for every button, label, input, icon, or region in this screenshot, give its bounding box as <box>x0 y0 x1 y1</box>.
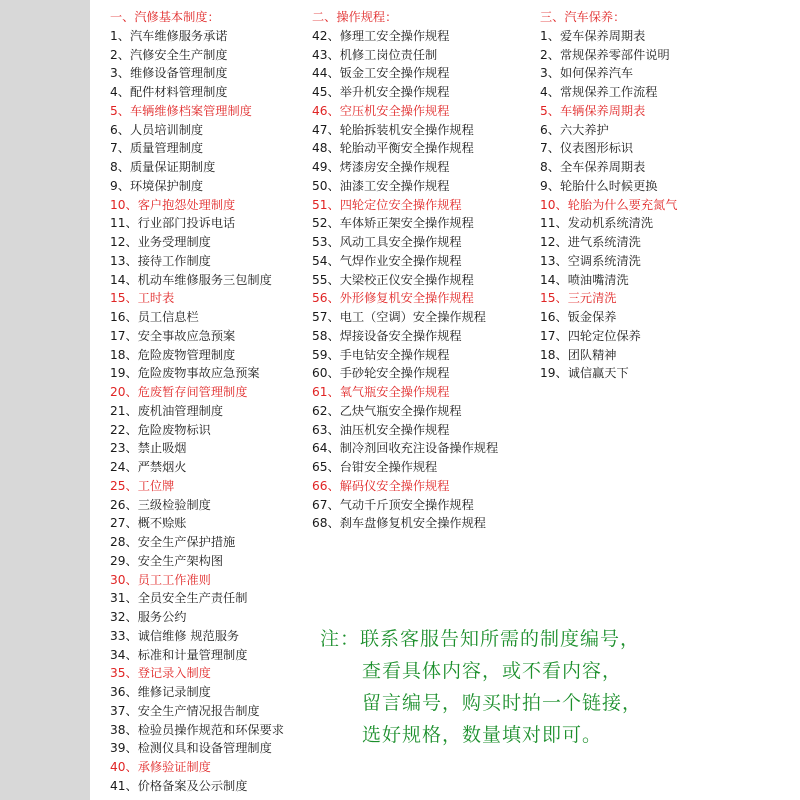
list-item: 64、制冷剂回收充注设备操作规程 <box>312 441 499 456</box>
highlighted-list-item: 10、轮胎为什么要充氮气 <box>540 197 678 212</box>
list-item: 8、质量保证期制度 <box>110 160 216 174</box>
highlighted-list-item: 51、四轮定位安全操作规程 <box>312 197 462 212</box>
section-heading: 一、汽修基本制度： <box>110 10 220 24</box>
list-item: 68、刹车盘修复机安全操作规程 <box>312 516 486 531</box>
list-item: 9、轮胎什么时候更换 <box>540 178 658 193</box>
list-item: 7、仪表图形标识 <box>540 141 634 156</box>
note-line-3: 留言编号，购买时拍一个链接， <box>362 692 643 714</box>
highlighted-list-item: 20、危废暂存间管理制度 <box>110 385 248 399</box>
list-item: 17、四轮定位保养 <box>540 328 641 343</box>
list-item: 23、禁止吸烟 <box>110 441 187 456</box>
list-item: 29、安全生产架构图 <box>110 553 224 568</box>
column-car-maintenance <box>540 8 677 383</box>
highlighted-list-item: 10、客户抱怨处理制度 <box>110 197 236 212</box>
list-item: 26、三级检验制度 <box>110 497 211 512</box>
list-item: 6、人员培训制度 <box>110 122 204 137</box>
list-item: 39、检测仪具和设备管理制度 <box>110 741 272 756</box>
highlighted-list-item: 46、空压机安全操作规程 <box>312 103 450 118</box>
list-item: 37、安全生产情况报告制度 <box>110 703 260 718</box>
list-item: 32、服务公约 <box>110 610 187 624</box>
section-heading: 二、操作规程： <box>312 10 398 24</box>
list-item: 44、钣金工安全操作规程 <box>312 66 450 81</box>
highlighted-list-item: 61、氧气瓶安全操作规程 <box>312 385 450 399</box>
list-item: 4、配件材料管理制度 <box>110 85 228 99</box>
list-item: 27、概不赊账 <box>110 516 187 531</box>
list-item: 16、钣金保养 <box>540 310 617 324</box>
list-item: 21、废机油管理制度 <box>110 403 224 418</box>
list-item: 34、标准和计量管理制度 <box>110 647 248 662</box>
note-line-4: 选好规格，数量填对即可。 <box>362 724 603 746</box>
list-item: 12、进气系统清洗 <box>540 235 641 249</box>
list-item: 60、手砂轮安全操作规程 <box>312 366 450 381</box>
list-item: 1、汽车维修服务承诺 <box>110 28 228 43</box>
list-item: 24、严禁烟火 <box>110 460 187 474</box>
list-item: 49、烤漆房安全操作规程 <box>312 160 450 174</box>
list-item: 19、危险废物事故应急预案 <box>110 366 260 381</box>
list-item: 13、接待工作制度 <box>110 253 211 268</box>
highlighted-list-item: 15、三元清洗 <box>540 291 617 306</box>
list-item: 45、举升机安全操作规程 <box>312 85 450 99</box>
list-item: 63、油压机安全操作规程 <box>312 422 450 437</box>
list-item: 17、安全事故应急预案 <box>110 328 236 343</box>
highlighted-list-item: 30、员工工作准则 <box>110 572 211 587</box>
list-item: 7、质量管理制度 <box>110 141 204 156</box>
highlighted-list-item: 5、车辆保养周期表 <box>540 103 646 118</box>
list-item: 19、诚信赢天下 <box>540 366 629 381</box>
list-item: 57、电工（空调）安全操作规程 <box>312 310 486 324</box>
list-item: 11、行业部门投诉电话 <box>110 216 236 231</box>
list-item: 48、轮胎动平衡安全操作规程 <box>312 141 474 156</box>
highlighted-list-item: 56、外形修复机安全操作规程 <box>312 291 474 306</box>
note-line-2: 查看具体内容，或不看内容， <box>362 660 623 682</box>
list-item: 14、喷油嘴清洗 <box>540 272 629 287</box>
section-heading: 三、汽车保养： <box>540 10 626 24</box>
list-item: 2、常规保养零部件说明 <box>540 47 670 62</box>
list-item: 65、台钳安全操作规程 <box>312 460 438 474</box>
list-item: 55、大梁校正仪安全操作规程 <box>312 272 474 287</box>
list-item: 31、全员安全生产责任制 <box>110 591 248 606</box>
column-basic-rules <box>110 8 284 796</box>
highlighted-list-item: 66、解码仪安全操作规程 <box>312 478 450 493</box>
list-item: 8、全车保养周期表 <box>540 160 646 174</box>
list-item: 3、维修设备管理制度 <box>110 66 228 81</box>
highlighted-list-item: 35、登记录入制度 <box>110 666 211 681</box>
list-item: 9、环境保护制度 <box>110 178 204 193</box>
highlighted-list-item: 25、工位牌 <box>110 478 175 493</box>
list-item: 54、气焊作业安全操作规程 <box>312 253 462 268</box>
list-item: 50、油漆工安全操作规程 <box>312 178 450 193</box>
list-item: 12、业务受理制度 <box>110 235 211 249</box>
list-item: 16、员工信息栏 <box>110 310 199 324</box>
list-item: 28、安全生产保护措施 <box>110 535 236 549</box>
list-item: 11、发动机系统清洗 <box>540 216 654 231</box>
note-line-1: 注：联系客服告知所需的制度编号， <box>320 628 641 650</box>
list-item: 47、轮胎拆装机安全操作规程 <box>312 122 474 137</box>
list-item: 62、乙炔气瓶安全操作规程 <box>312 403 462 418</box>
list-item: 33、诚信维修 规范服务 <box>110 628 240 643</box>
highlighted-list-item: 5、车辆维修档案管理制度 <box>110 103 252 118</box>
list-item: 2、汽修安全生产制度 <box>110 47 228 62</box>
list-item: 43、机修工岗位责任制 <box>312 47 438 62</box>
list-item: 3、如何保养汽车 <box>540 66 634 81</box>
list-item: 38、检验员操作规范和环保要求 <box>110 722 284 737</box>
list-item: 22、危险废物标识 <box>110 422 211 437</box>
list-item: 18、团队精神 <box>540 347 617 362</box>
list-item: 53、风动工具安全操作规程 <box>312 235 462 249</box>
list-item: 18、危险废物管理制度 <box>110 347 236 362</box>
list-item: 1、爱车保养周期表 <box>540 28 646 43</box>
highlighted-list-item: 40、承修验证制度 <box>110 760 211 774</box>
highlighted-list-item: 15、工时表 <box>110 291 175 306</box>
list-item: 13、空调系统清洗 <box>540 253 641 268</box>
list-item: 41、价格备案及公示制度 <box>110 778 248 793</box>
list-item: 67、气动千斤顶安全操作规程 <box>312 497 474 512</box>
list-item: 52、车体矫正架安全操作规程 <box>312 216 474 231</box>
list-item: 36、维修记录制度 <box>110 685 211 699</box>
list-item: 42、修理工安全操作规程 <box>312 28 450 43</box>
list-item: 58、焊接设备安全操作规程 <box>312 328 462 343</box>
column-operating-procedures <box>312 8 498 533</box>
contact-note <box>320 623 642 751</box>
list-item: 59、手电钻安全操作规程 <box>312 347 450 362</box>
list-item: 4、常规保养工作流程 <box>540 85 658 99</box>
list-item: 14、机动车维修服务三包制度 <box>110 272 272 287</box>
list-item: 6、六大养护 <box>540 122 609 137</box>
